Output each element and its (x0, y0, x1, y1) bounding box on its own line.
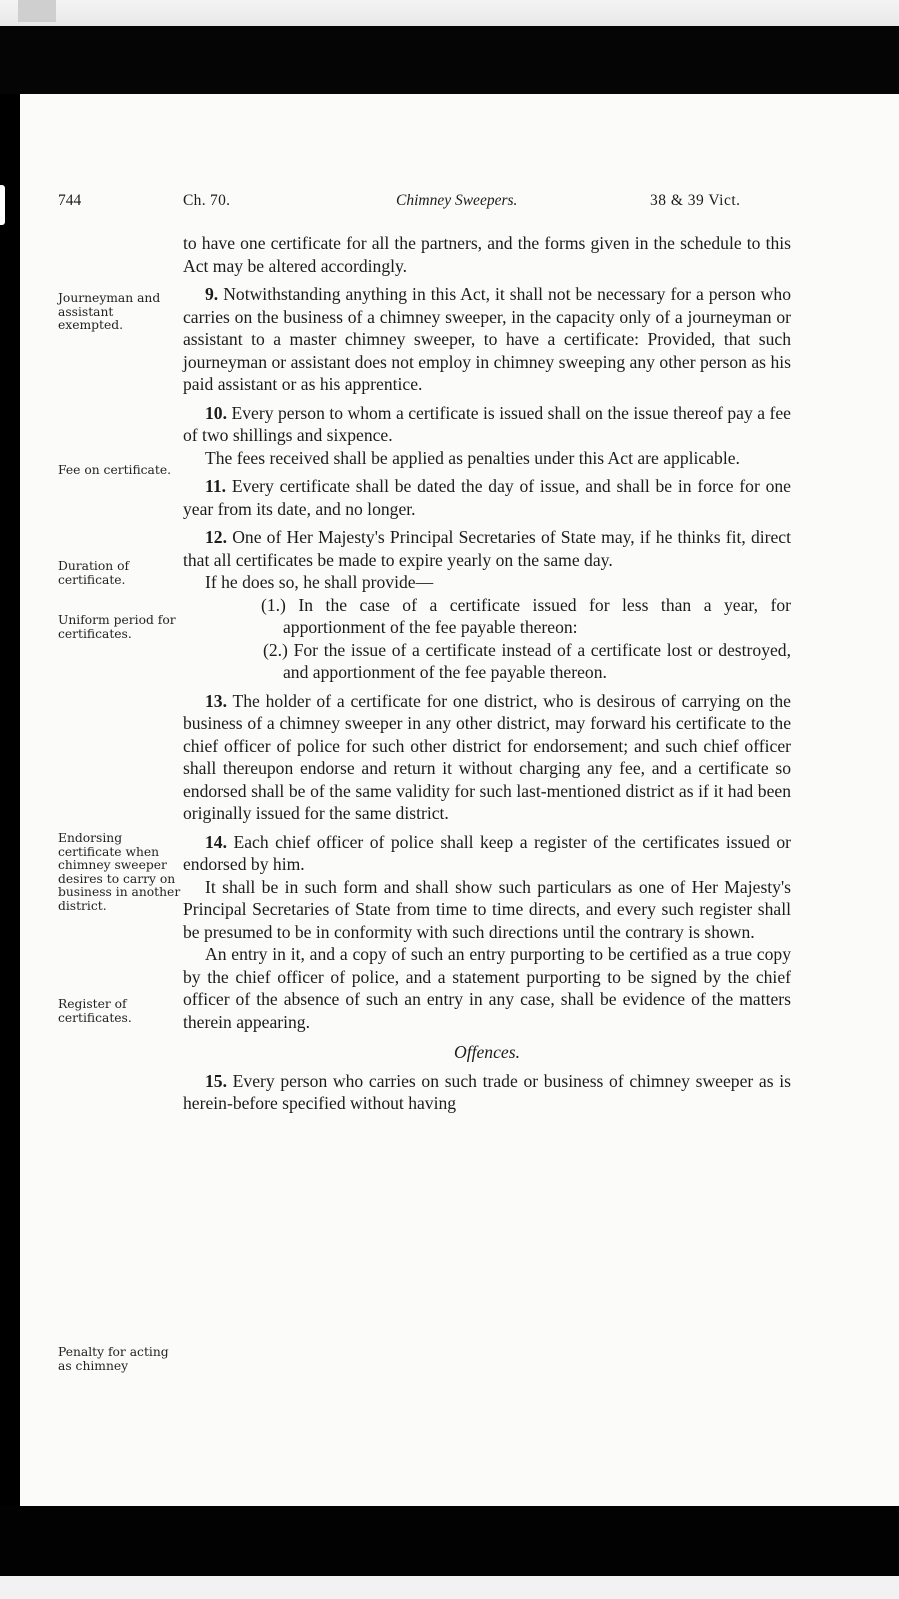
section-14 (183, 831, 791, 876)
tab-shape (18, 0, 56, 22)
section-10-para-2: The fees received shall be applied as penalties under this Act are applicable. (205, 447, 740, 468)
section-14-para-2: It shall be in such form and shall show such particulars as one of Her Majesty's Principal Secretaries of State from time to time directs, and every such register shall be presumed to be in conformity with such directions until the contrary is shown. (183, 876, 791, 942)
section-number: 10. (205, 402, 227, 423)
scanned-page (20, 94, 899, 1506)
offences-heading: Offences. (454, 1042, 520, 1062)
section-number: 11. (205, 476, 227, 496)
section-text: One of Her Majesty's Principal Secretaries of State may, if he thinks fit, direct that all certificates be made to expire yearly on the same day. (183, 527, 791, 570)
margin-note: Endorsing certificate when chimney sweeper desires to carry on business in another district. (58, 831, 181, 913)
top-dark-band (0, 26, 899, 94)
section-9 (183, 283, 791, 396)
page-number: 744 (58, 192, 82, 209)
section-number: 9. (205, 284, 219, 304)
running-title: Chimney Sweepers. (396, 192, 518, 209)
running-header (20, 192, 899, 216)
bottom-strip (0, 1576, 899, 1599)
section-12-item-1: (1.) In the case of a certificate issued for less than a year, for apportionment of the fee payable thereon: (261, 594, 791, 637)
section-11 (183, 475, 791, 520)
section-15 (183, 1070, 791, 1115)
section-14-para-3: An entry in it, and a copy of such an entry purporting to be certified as a true copy by the chief officer of police, and a statement purporting to be signed by the chief officer of the absence of such an entry in any case, shall be evidence of the matters therein appearing. (183, 944, 791, 1032)
chapter-label: Ch. 70. (183, 192, 231, 209)
margin-note: Duration of certificate. (58, 559, 130, 587)
continued-paragraph: to have one certificate for all the partners, and the forms given in the schedule to this Act may be altered accordingly. (183, 233, 791, 276)
margin-note: Fee on certificate. (58, 463, 172, 477)
edge-scroll-marker (0, 185, 5, 225)
margin-note: Uniform period for certificates. (58, 613, 176, 641)
section-text: Every person who carries on such trade or business of chimney sweeper as is herein-before specified without having (183, 1070, 791, 1113)
margin-note: Journeyman and assistant exempted. (58, 291, 161, 333)
section-10 (183, 402, 791, 447)
section-13 (183, 690, 791, 825)
section-text: The holder of a certificate for one district, who is desirous of carrying on the business of a chimney sweeper in any other district, may forward his certificate to the chief officer of police for such other district for endorsement; and such chief officer shall thereupon endorse and return it without charging any fee, and a certificate so endorsed shall be of the same validity for such last-mentioned district as if it had been originally issued for the same district. (183, 690, 791, 823)
section-number: 12. (205, 527, 227, 547)
margin-note: Penalty for acting as chimney (58, 1345, 169, 1373)
margin-note: Register of certificates. (58, 997, 132, 1025)
section-text: Each chief officer of police shall keep a register of the certificates issued or endorsed by him. (183, 831, 791, 874)
section-12-para-2: If he does so, he shall provide— (205, 572, 434, 592)
section-text: Every person to whom a certificate is issued shall on the issue thereof pay a fee of two shillings and sixpence. (183, 402, 791, 445)
bottom-dark-band (0, 1506, 899, 1576)
top-status-strip (0, 0, 899, 26)
session-label: 38 & 39 Vict. (650, 192, 741, 209)
section-12 (183, 526, 791, 571)
section-12-item-2: (2.) For the issue of a certificate instead of a certificate lost or destroyed, and apportionment of the fee payable thereon. (263, 639, 791, 682)
section-text: Notwithstanding anything in this Act, it shall not be necessary for a person who carries on the business of a chimney sweeper, in the capacity only of a journeyman or assistant to a master chimney sweeper, to have a certificate: Provided, that such journeyman or assistant does not employ in chimney sweeping any other person as his paid assistant or as his apprentice. (183, 284, 791, 394)
section-text: Every certificate shall be dated the day of issue, and shall be in force for one year from its date, and no longer. (183, 476, 791, 519)
page-body (183, 232, 791, 1115)
section-number: 14. (205, 831, 227, 852)
section-number: 13. (205, 690, 227, 711)
section-number: 15. (205, 1070, 227, 1091)
